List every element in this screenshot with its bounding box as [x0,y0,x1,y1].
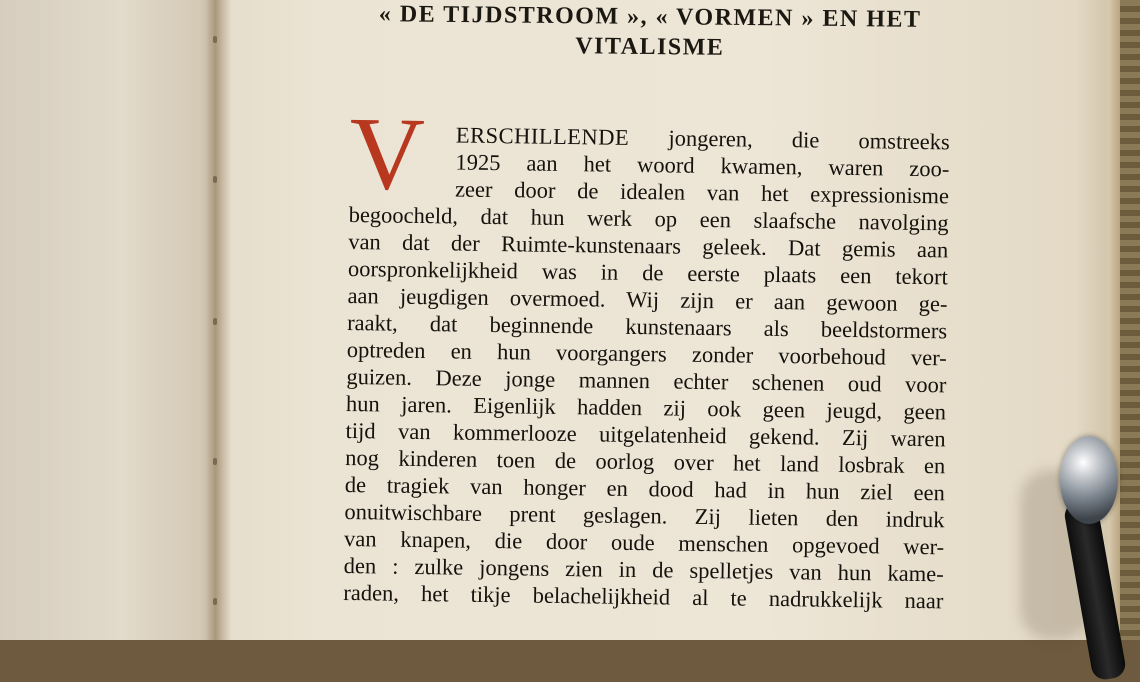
text-line: van knapen, die door oude menschen opgevoed wer- [343,525,945,560]
heading-line-1: « DE TIJDSTROOM », « VORMEN » EN HET [378,1,922,33]
chapter-heading [300,0,1001,66]
first-word: ERSCHILLENDE [455,122,630,150]
book-gutter [205,0,231,640]
text-line: zeer door de idealen van het expressionisme [454,176,950,209]
binding-stitch [213,458,217,465]
text-line: raden, het tikje belachelijkheid al te nadrukkelijk naar [343,579,944,614]
text-line-1-rest: jongeren, die omstreeks [668,125,950,155]
text-line: raakt, dat beginnende kunstenaars als beeldstormers [346,309,948,344]
text-line: de tragiek van honger en dood had in hun ziel een [344,471,946,506]
text-line: onuitwischbare prent geslagen. Zij lieten den indruk [344,498,945,533]
table-surface [1120,0,1140,640]
text-line: begoocheld, dat hun werk op een slaafsche navolging [348,201,949,236]
body-paragraph [343,96,950,614]
text-line: optreden en hun voorgangers zonder voorbehoud ver- [346,336,947,371]
text-line: 1925 aan het woord kwamen, waren zoo- [455,149,950,182]
magnifier-lens [1060,436,1118,524]
binding-stitch [213,598,217,605]
text-line: hun jaren. Eigenlijk hadden zij ook geen jeugd, geen [345,390,947,425]
text-line: van dat der Ruimte-kunstenaars geleek. Dat gemis aan [348,228,949,263]
text-line: nog kinderen toen de oorlog over het land losbrak en [345,444,946,479]
binding-stitch [213,318,217,325]
text-line: tijd van kommerlooze uitgelatenheid gekend. Zij waren [345,417,946,452]
drop-cap: V [348,96,426,213]
text-line: guizen. Deze jonge mannen echter schenen oud voor [346,363,947,398]
text-line: aan jeugdigen overmoed. Wij zijn er aan gewoon ge- [347,282,948,317]
binding-stitch [213,176,217,183]
text-line: den : zulke jongens zien in de spelletjes van hun kame- [343,552,944,587]
left-page [0,0,222,640]
text-line: oorspronkelijkheid was in de eerste plaats een tekort [347,255,949,290]
heading-line-2: VITALISME [575,33,725,61]
binding-stitch [213,36,217,43]
